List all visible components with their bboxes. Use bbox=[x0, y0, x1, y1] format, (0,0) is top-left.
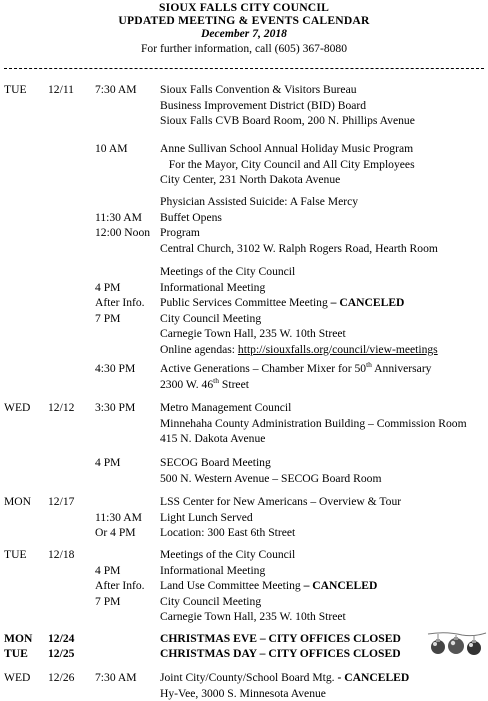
event-text: CHRISTMAS DAY – CITY OFFICES CLOSED bbox=[160, 646, 401, 662]
event-day: TUE bbox=[4, 646, 28, 662]
event-time: 4 PM bbox=[95, 563, 145, 579]
event-times bbox=[95, 361, 135, 392]
event-time bbox=[95, 98, 137, 114]
event-date: 12/18 bbox=[48, 547, 74, 563]
event-time: 11:30 AM bbox=[95, 210, 150, 226]
event-time: 7 PM bbox=[95, 594, 145, 610]
event-text: Physician Assisted Suicide: A False Mercy bbox=[160, 194, 438, 210]
event-time bbox=[95, 241, 150, 257]
event-text: City Council Meeting bbox=[160, 311, 438, 327]
event-time: 4:30 PM bbox=[95, 361, 135, 377]
event-text: Carnegie Town Hall, 235 W. 10th Street bbox=[160, 326, 438, 342]
event-time bbox=[95, 609, 145, 625]
event-times bbox=[95, 494, 142, 541]
event-text: Informational Meeting bbox=[160, 563, 377, 579]
event-time bbox=[95, 377, 135, 393]
event-times bbox=[95, 194, 150, 256]
calendar-title: UPDATED MEETING & EVENTS CALENDAR bbox=[0, 14, 488, 27]
calendar-date: December 7, 2018 bbox=[0, 27, 488, 40]
event-description bbox=[160, 646, 401, 662]
event-text: Central Church, 3102 W. Ralph Rogers Road, Hearth Room bbox=[160, 241, 438, 257]
event-times bbox=[95, 264, 145, 357]
event-date: 12/12 bbox=[48, 400, 74, 416]
event-date: 12/24 bbox=[48, 631, 74, 647]
event-time: 7:30 AM bbox=[95, 82, 137, 98]
canceled-label: – CANCELED bbox=[331, 296, 405, 309]
event-times bbox=[95, 400, 135, 447]
event-description bbox=[160, 670, 409, 701]
event-time: 3:30 PM bbox=[95, 400, 135, 416]
event-text: City Council Meeting bbox=[160, 594, 377, 610]
event-text: Buffet Opens bbox=[160, 210, 438, 226]
event-time bbox=[95, 113, 137, 129]
canceled-label: – CANCELED bbox=[304, 579, 378, 592]
event-description bbox=[160, 82, 415, 129]
event-text: Active Generations – Chamber Mixer for 50th Anniversary bbox=[160, 361, 431, 377]
event-time bbox=[95, 194, 150, 210]
event-description bbox=[160, 494, 401, 541]
event-date: 12/26 bbox=[48, 670, 74, 686]
event-time bbox=[95, 547, 145, 563]
event-description bbox=[160, 547, 377, 625]
event-time bbox=[95, 326, 145, 342]
event-text: Online agendas: http://siouxfalls.org/council/view-meetings bbox=[160, 342, 438, 358]
event-text: Sioux Falls Convention & Visitors Bureau bbox=[160, 82, 415, 98]
event-time bbox=[95, 264, 145, 280]
event-text: Anne Sullivan School Annual Holiday Music Program bbox=[160, 141, 415, 157]
event-text: LSS Center for New Americans – Overview & Tour bbox=[160, 494, 401, 510]
event-description bbox=[160, 194, 438, 256]
event-times bbox=[95, 455, 120, 486]
event-text: Meetings of the City Council bbox=[160, 547, 377, 563]
event-time: 4 PM bbox=[95, 280, 145, 296]
event-time: 12:00 Noon bbox=[95, 225, 150, 241]
event-time: 7:30 AM bbox=[95, 670, 137, 686]
event-time bbox=[95, 471, 120, 487]
event-time bbox=[95, 416, 135, 432]
event-text: 2300 W. 46th Street bbox=[160, 377, 431, 393]
event-time bbox=[95, 157, 128, 173]
event-text: Sioux Falls CVB Board Room, 200 N. Phillips Avenue bbox=[160, 113, 415, 129]
event-times bbox=[95, 547, 145, 625]
event-time bbox=[95, 342, 145, 358]
event-text: Light Lunch Served bbox=[160, 510, 401, 526]
event-text: Location: 300 East 6th Street bbox=[160, 525, 401, 541]
event-description bbox=[160, 264, 438, 357]
event-time: 4 PM bbox=[95, 455, 120, 471]
event-text: Public Services Committee Meeting – CANCELED bbox=[160, 295, 438, 311]
event-text: City Center, 231 North Dakota Avenue bbox=[160, 172, 415, 188]
event-day: MON bbox=[4, 631, 32, 647]
event-text: Metro Management Council bbox=[160, 400, 467, 416]
event-time bbox=[95, 686, 137, 701]
event-times bbox=[95, 141, 128, 188]
event-text: Minnehaha County Administration Building – Commission Room bbox=[160, 416, 467, 432]
event-day: WED bbox=[4, 400, 30, 416]
event-time: After Info. bbox=[95, 295, 145, 311]
event-time: After Info. bbox=[95, 578, 145, 594]
canceled-label: - CANCELED bbox=[337, 671, 409, 684]
event-text: Carnegie Town Hall, 235 W. 10th Street bbox=[160, 609, 377, 625]
event-day: TUE bbox=[4, 547, 27, 563]
event-text: CHRISTMAS EVE – CITY OFFICES CLOSED bbox=[160, 631, 401, 647]
document-header bbox=[0, 0, 488, 56]
event-day: WED bbox=[4, 670, 30, 686]
event-text: Meetings of the City Council bbox=[160, 264, 438, 280]
event-date: 12/11 bbox=[48, 82, 74, 98]
event-time bbox=[95, 431, 135, 447]
event-text: Informational Meeting bbox=[160, 280, 438, 296]
event-day: MON bbox=[4, 494, 31, 510]
event-text: Land Use Committee Meeting – CANCELED bbox=[160, 578, 377, 594]
agenda-link[interactable]: http://siouxfalls.org/council/view-meetings bbox=[238, 343, 438, 356]
event-date: 12/17 bbox=[48, 494, 74, 510]
event-text: Program bbox=[160, 225, 438, 241]
event-description bbox=[160, 400, 467, 447]
event-text: 500 N. Western Avenue – SECOG Board Room bbox=[160, 471, 381, 487]
event-date: 12/25 bbox=[48, 646, 74, 662]
event-time bbox=[95, 494, 142, 510]
event-time bbox=[95, 172, 128, 188]
event-day: TUE bbox=[4, 82, 27, 98]
christmas-ornaments-icon bbox=[426, 631, 488, 657]
event-times bbox=[95, 670, 137, 701]
event-text: For the Mayor, City Council and All City Employees bbox=[160, 157, 415, 173]
event-times bbox=[95, 82, 137, 129]
event-description bbox=[160, 361, 431, 392]
event-text: 415 N. Dakota Avenue bbox=[160, 431, 467, 447]
dashed-divider bbox=[4, 68, 484, 69]
event-time: 11:30 AM bbox=[95, 510, 142, 526]
event-time: 7 PM bbox=[95, 311, 145, 327]
council-title: SIOUX FALLS CITY COUNCIL bbox=[0, 1, 488, 14]
event-text: Business Improvement District (BID) Board bbox=[160, 98, 415, 114]
event-text: Joint City/County/School Board Mtg. - CANCELED bbox=[160, 670, 409, 686]
event-text: SECOG Board Meeting bbox=[160, 455, 381, 471]
event-text: Hy-Vee, 3000 S. Minnesota Avenue bbox=[160, 686, 409, 701]
event-time: Or 4 PM bbox=[95, 525, 142, 541]
event-description bbox=[160, 631, 401, 647]
event-description bbox=[160, 141, 415, 188]
contact-info: For further information, call (605) 367-8080 bbox=[0, 42, 488, 56]
event-time: 10 AM bbox=[95, 141, 128, 157]
event-description bbox=[160, 455, 381, 486]
